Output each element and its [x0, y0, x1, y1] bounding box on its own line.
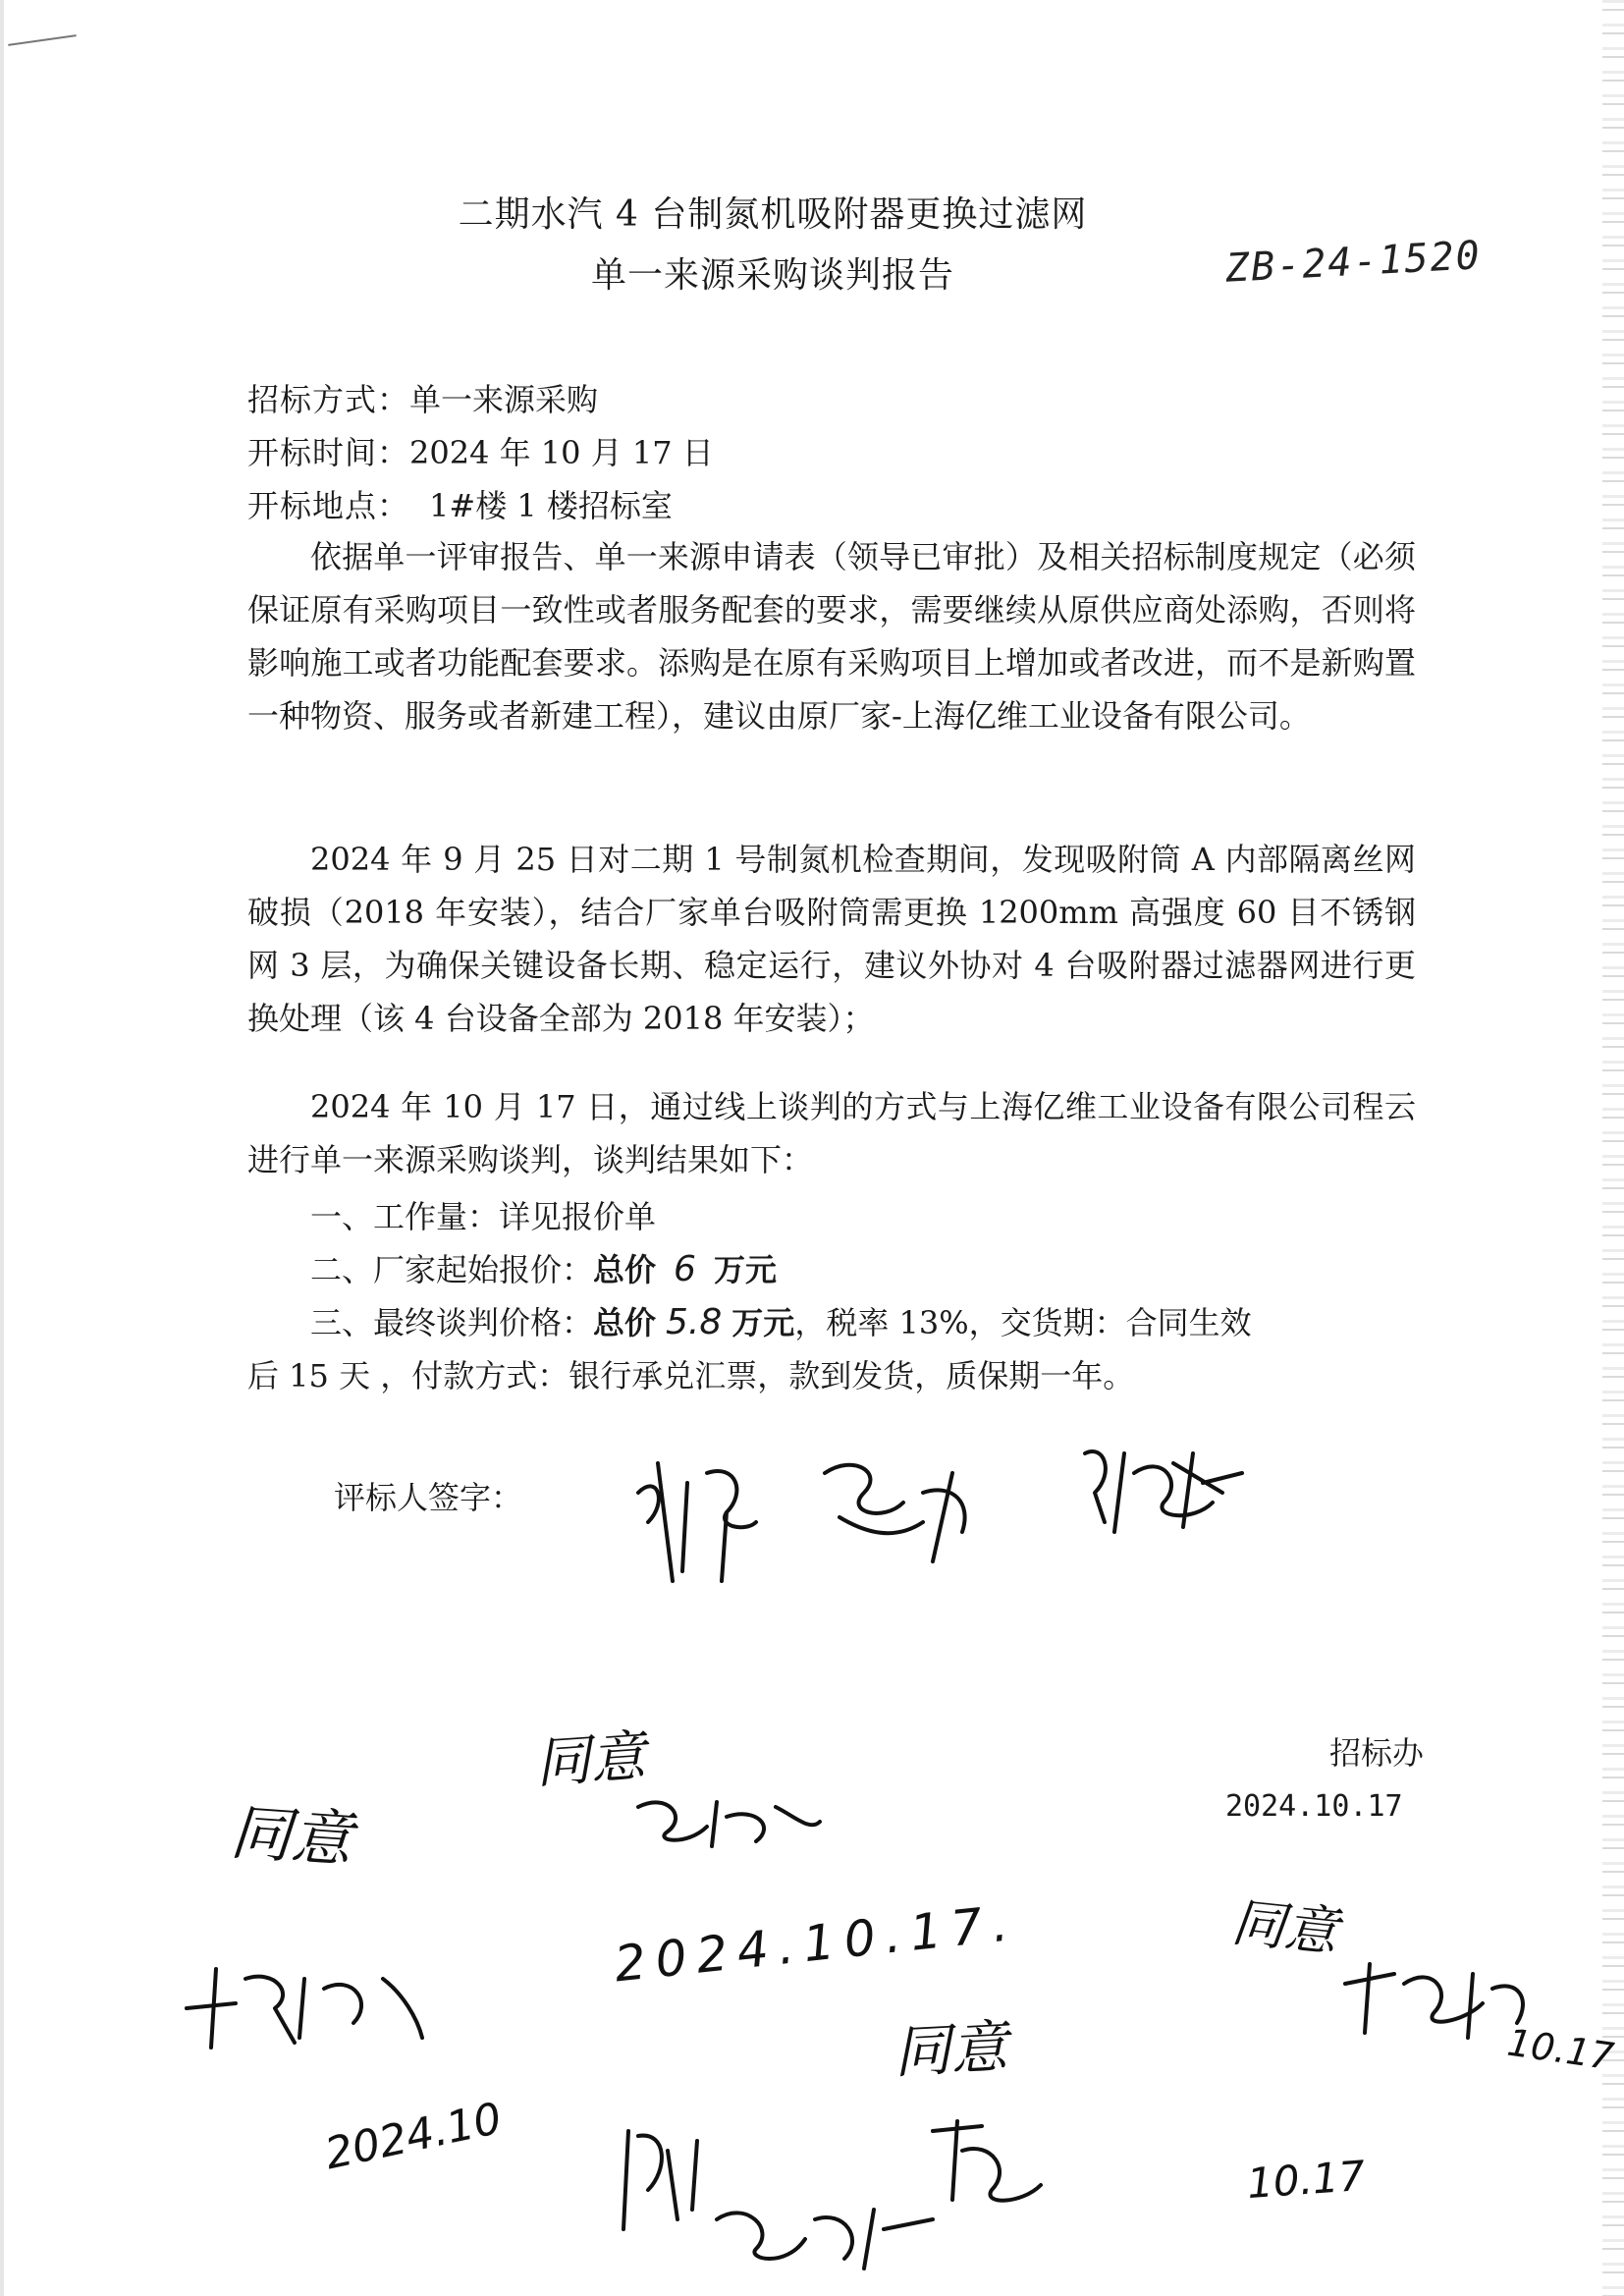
paragraph-negotiation: 2024 年 10 月 17 日，通过线上谈判的方式与上海亿维工业设备有限公司程云进行单一来源采购谈判，谈判结果如下：: [247, 1088, 1416, 1178]
evaluator-signature-2: [1075, 1434, 1252, 1542]
result-item-initial-quote: [310, 1245, 777, 1290]
final-price-terms: ，税率 13%，交货期：合同生效: [794, 1304, 1252, 1341]
result-item-workload: 一、工作量：详见报价单: [310, 1198, 657, 1235]
paragraph-inspection: 2024 年 9 月 25 日对二期 1 号制氮机检查期间，发现吸附筒 A 内部隔离丝网破损（2018 年安装），结合厂家单台吸附筒需更换 1200mm 高强度 60 目不锈钢网 3 层，为确保关键设备长期、稳定运行，建议外协对 4 台吸附器过滤器网进行更换处理（该 4 台设备全部为 2018 年安装）；: [247, 841, 1416, 1037]
approver-signature-1: [628, 1787, 825, 1856]
bid-time-value: 2024 年 10 月 17 日: [409, 434, 714, 471]
final-price-unit: 万元: [731, 1304, 795, 1341]
initial-quote-label: 二、厂家起始报价：: [310, 1251, 594, 1288]
final-price-label: 三、最终谈判价格：: [310, 1304, 594, 1341]
initial-quote-amount: 6: [674, 1249, 696, 1289]
bid-method-value: 单一来源采购: [409, 381, 599, 418]
result-item-final-price-line2: 后 15 天 ，付款方式：银行承兑汇票，款到发货，质保期一年。: [247, 1357, 1135, 1394]
evaluator-signature-1: [628, 1434, 1001, 1601]
handwritten-date-1: 2024.10.17.: [612, 1893, 1021, 1994]
bid-place-value: 1#楼 1 楼招标室: [429, 487, 673, 524]
initial-quote-unit: 万元: [713, 1251, 777, 1288]
approver-signature-3: [177, 1949, 432, 2057]
handwritten-date-3: 10.17: [1245, 2151, 1367, 2209]
final-price-amount: 5.8: [666, 1302, 723, 1342]
final-price-total-label: 总价: [593, 1304, 657, 1341]
evaluator-signature-label: 评标人签字：: [334, 1479, 523, 1516]
handwritten-document-number: ZB-24-1520: [1223, 233, 1483, 292]
bid-time-row: [247, 428, 714, 473]
initial-quote-total-label: 总价: [593, 1251, 657, 1288]
bid-method-label: 招标方式：: [247, 381, 410, 418]
handwritten-date-2: 2024.10: [320, 2093, 507, 2180]
scan-edge-right: [1602, 0, 1624, 2296]
approver-signature-4: [609, 2111, 1051, 2278]
handwritten-approval-2: 同意: [228, 1795, 355, 1877]
bid-place-label: 开标地点：: [247, 487, 410, 524]
scan-mark: [8, 34, 77, 46]
document-title-line1: 二期水汽 4 台制氮机吸附器更换过滤网: [458, 194, 1088, 235]
scan-edge-left: [0, 0, 4, 2296]
bidding-office-date: 2024.10.17: [1225, 1789, 1403, 1824]
bid-time-label: 开标时间：: [247, 434, 410, 471]
document-title-line2: 单一来源采购谈判报告: [590, 255, 954, 296]
result-item-final-price: [310, 1298, 1420, 1343]
handwritten-approval-4: 同意: [892, 2013, 1009, 2086]
handwritten-approval-1: 同意: [533, 1724, 648, 1796]
handwritten-approval-3: 同意: [1228, 1890, 1341, 1964]
handwritten-date-4: 10.17: [1504, 2020, 1617, 2079]
paragraph-basis: 依据单一评审报告、单一来源申请表（领导已审批）及相关招标制度规定（必须保证原有采购项目一致性或者服务配套的要求，需要继续从原供应商处添购，否则将影响施工或者功能配套要求。添购是在原有采购项目上增加或者改进，而不是新购置一种物资、服务或者新建工程），建议由原厂家-上海亿维工业设备有限公司。: [247, 538, 1416, 735]
bid-method-row: [247, 375, 598, 420]
bidding-office-label: 招标办: [1328, 1734, 1424, 1772]
bid-place-row: [247, 481, 673, 526]
